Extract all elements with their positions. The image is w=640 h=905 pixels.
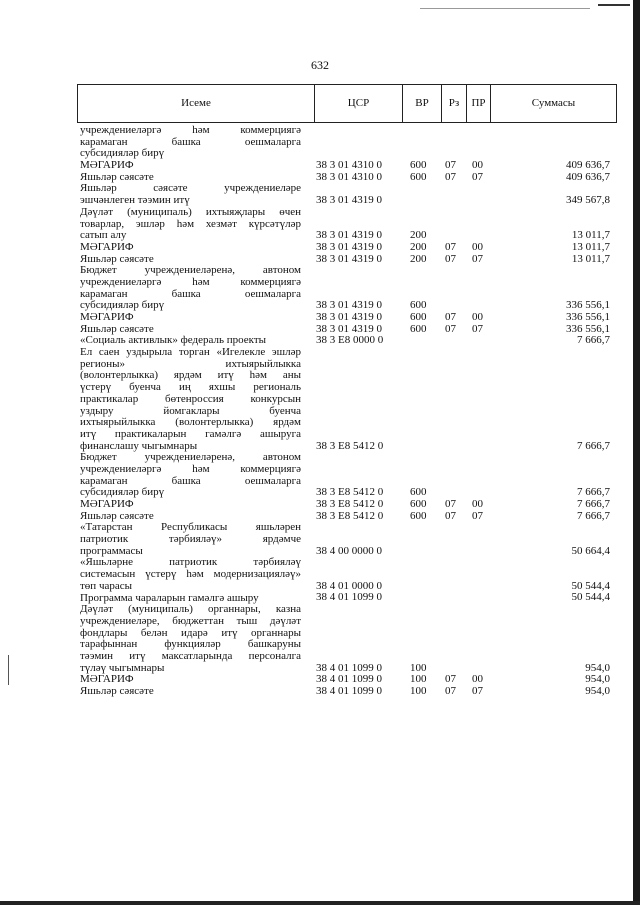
table-row [80,172,620,184]
row-name-line: регионы» ихтыярыйлыкка [80,358,301,370]
row-pr: 07 [472,252,483,265]
row-name-line: Яшьләр сәясәте [80,253,154,265]
row-name-line: ихтыярыйлыкка (волонтерлыкка) ярдәм [80,417,301,429]
header-vr: ВР [403,85,442,122]
row-sum: 13 011,7 [571,252,610,265]
table-row [80,686,620,698]
row-name-line: практикалар бөтенроссия конкурсын [80,393,301,405]
row-csr: 38 4 01 0000 0 [316,579,382,592]
row-sum: 349 567,8 [566,194,610,207]
row-vr: 600 [410,497,427,510]
row-sum: 954,0 [585,673,610,686]
table-row [80,557,620,592]
table-row [80,254,620,266]
table-row [80,207,620,242]
row-csr: 38 3 E8 5412 0 [316,486,384,499]
row-name-line: учреждениеләргә һәм коммерциягә [80,463,301,475]
row-sum: 336 556,1 [566,299,610,312]
row-csr: 38 3 E8 5412 0 [316,497,384,510]
header-name: Исеме [78,85,315,122]
table-header [77,84,617,123]
row-name [80,522,301,557]
row-sum: 954,0 [585,684,610,697]
row-sum: 50 664,4 [571,544,610,557]
row-pr: 00 [472,497,483,510]
row-name-line: (волонтерлыкка) ярдәм итү һәм аны [80,370,301,382]
row-name-line: субсидияләр бирү [80,487,165,499]
row-name-line: Яшьләр сәясәте [80,171,154,183]
row-name-line: субсидияләр бирү [80,300,165,312]
row-vr: 200 [410,240,427,253]
header-pr: ПР [467,85,491,122]
row-name-line: Яшьләр сәясәте [80,686,154,697]
row-csr: 38 3 01 4319 0 [316,299,382,312]
header-csr: ЦСР [315,85,403,122]
row-rz: 07 [445,497,456,510]
row-name [80,242,301,254]
row-name [80,499,301,511]
row-vr: 100 [410,661,427,674]
scan-edge-bottom [0,901,640,905]
row-sum: 7 666,7 [577,509,610,522]
row-sum: 50 544,4 [571,579,610,592]
row-csr: 38 3 E8 0000 0 [316,334,384,347]
row-csr: 38 3 E8 5412 0 [316,509,384,522]
row-name [80,335,301,347]
row-name-line: МӘГАРИФ [80,499,134,510]
row-vr: 600 [410,170,427,183]
row-sum: 7 666,7 [577,497,610,510]
row-name-line: төп чарасы [80,580,133,592]
row-name-line: патриотик тәрбияләү» ярдәмче [80,534,301,546]
row-name-line: үстерү буенча иң яхшы региональ [80,382,301,394]
row-name-line: Бюджет учреждениеләренә, автоном [80,265,301,277]
row-vr: 200 [410,252,427,265]
row-name-line: МӘГАРИФ [80,241,134,253]
row-name [80,452,301,499]
row-rz: 07 [445,159,456,172]
row-sum: 7 666,7 [577,439,610,452]
table-row [80,347,620,452]
row-name [80,160,301,172]
row-rz: 07 [445,684,456,697]
table-row [80,335,620,347]
row-sum: 7 666,7 [577,486,610,499]
row-name-line: Бюджет учреждениеләренә, автоном [80,452,301,464]
row-name-line: карамаган башка оешмаларга [80,136,301,148]
scan-artifact-top-line [420,8,590,9]
row-name-line: тәэмин итү максатларында персоналга [80,650,301,662]
table-row [80,183,620,206]
table-row [80,312,620,324]
row-pr: 07 [472,322,483,335]
table-row [80,265,620,312]
row-sum: 13 011,7 [571,240,610,253]
row-csr: 38 3 01 4319 0 [316,229,382,242]
row-name-line: учреждениеләргә һәм коммерциягә [80,276,301,288]
row-name-line: итү практикаларын гамәлгә ашыруга [80,428,301,440]
row-vr: 200 [410,229,427,242]
row-name-line: Дәүләт (муниципаль) ихтыяҗлары өчен [80,206,301,218]
scan-edge-right [633,0,640,905]
row-name-line: учреждениеләре, бюджеттан тыш дәүләт [80,615,301,627]
row-sum: 7 666,7 [577,334,610,347]
row-name-line: эшчәнлеген тәэмин итү [80,195,190,207]
row-sum: 409 636,7 [566,170,610,183]
table-row [80,511,620,523]
table-row [80,125,620,160]
row-sum: 13 011,7 [571,229,610,242]
table-row [80,452,620,499]
row-name [80,183,301,206]
row-name-line: Яшьләр сәясәте учреждениеләре [80,183,301,195]
row-pr: 07 [472,509,483,522]
row-name-line: сатып алу [80,230,127,242]
row-name-line: Программа чараларын гамәлгә ашыру [80,592,259,604]
row-name-line: учреждениеләргә һәм коммерциягә [80,125,301,136]
scan-artifact-left [8,655,9,685]
row-name [80,265,301,312]
row-csr: 38 3 01 4319 0 [316,310,382,323]
row-vr: 600 [410,509,427,522]
row-name-line: «Яшьләрне патриотик тәрбияләү [80,557,301,569]
row-sum: 336 556,1 [566,310,610,323]
row-name [80,511,301,523]
row-name-line: МӘГАРИФ [80,160,134,172]
row-csr: 38 4 01 1099 0 [316,591,382,604]
row-csr: 38 3 01 4319 0 [316,240,382,253]
row-name-line: Дәүләт (муниципаль) органнары, казна [80,604,301,616]
row-vr: 100 [410,684,427,697]
row-pr: 00 [472,673,483,686]
row-name [80,312,301,324]
row-vr: 600 [410,299,427,312]
table-row [80,242,620,254]
page-number: 632 [311,58,329,72]
row-csr: 38 4 01 1099 0 [316,684,382,697]
header-rz: Рз [442,85,467,122]
row-name-line: МӘГАРИФ [80,674,134,686]
header-sum: Суммасы [531,97,576,109]
row-csr: 38 4 00 0000 0 [316,544,382,557]
row-csr: 38 3 01 4319 0 [316,322,382,335]
row-vr: 600 [410,486,427,499]
row-name [80,686,301,698]
row-name [80,604,301,674]
row-sum: 409 636,7 [566,159,610,172]
row-csr: 38 3 01 4319 0 [316,252,382,265]
row-sum: 336 556,1 [566,322,610,335]
row-name-line: «Социаль активлык» федераль проекты [80,335,267,347]
row-pr: 07 [472,684,483,697]
table-row [80,522,620,557]
row-name-line: карамаган башка оешмаларга [80,288,301,300]
row-name [80,593,301,605]
row-vr: 600 [410,310,427,323]
row-name-line: Ел саен уздырыла торган «Игелекле эшләр [80,347,301,359]
row-rz: 07 [445,509,456,522]
table-body [80,125,620,698]
row-name-line: фондлары белән идарә итү органнары [80,627,301,639]
row-vr: 600 [410,322,427,335]
row-csr: 38 4 01 1099 0 [316,661,382,674]
row-vr: 600 [410,159,427,172]
row-vr: 100 [410,673,427,686]
row-pr: 00 [472,159,483,172]
row-rz: 07 [445,170,456,183]
row-name [80,254,301,266]
row-rz: 07 [445,252,456,265]
row-pr: 07 [472,170,483,183]
row-name-line: уздыру йомгаклары буенча [80,405,301,417]
row-sum: 954,0 [585,661,610,674]
row-name-line: Яшьләр сәясәте [80,323,154,335]
row-name-line: товарлар, эшләр һәм хезмәт күрсәтүләр [80,218,301,230]
row-name [80,674,301,686]
row-name [80,557,301,592]
row-name-line: тарафыннан функцияләр башкаруны [80,639,301,651]
table-row [80,604,620,674]
row-csr: 38 3 E8 5412 0 [316,439,384,452]
row-rz: 07 [445,240,456,253]
row-rz: 07 [445,310,456,323]
row-name-line: «Татарстан Республикасы яшьләрен [80,522,301,534]
row-name-line: түләү чыгымнары [80,662,165,674]
row-pr: 00 [472,310,483,323]
row-name-line: субсидияләр бирү [80,148,165,160]
row-csr: 38 3 01 4310 0 [316,170,382,183]
row-name-line: МӘГАРИФ [80,312,134,323]
table-row [80,160,620,172]
row-rz: 07 [445,322,456,335]
row-csr: 38 3 01 4310 0 [316,159,382,172]
row-name [80,125,301,160]
row-name [80,347,301,452]
row-name [80,172,301,184]
row-name-line: Яшьләр сәясәте [80,510,154,522]
row-csr: 38 3 01 4319 0 [316,194,382,207]
row-rz: 07 [445,673,456,686]
row-name [80,207,301,242]
row-sum: 50 544,4 [571,591,610,604]
scan-artifact-top [598,4,630,6]
row-pr: 00 [472,240,483,253]
row-name-line: программасы [80,545,143,557]
row-name-line: системасын үстерү һәм модернизацияләү» [80,569,301,581]
row-name-line: карамаган башка оешмаларга [80,475,301,487]
row-name-line: финанслашу чыгымнары [80,440,198,452]
table-row [80,593,620,605]
table-row [80,499,620,511]
row-csr: 38 4 01 1099 0 [316,673,382,686]
row-name [80,324,301,336]
